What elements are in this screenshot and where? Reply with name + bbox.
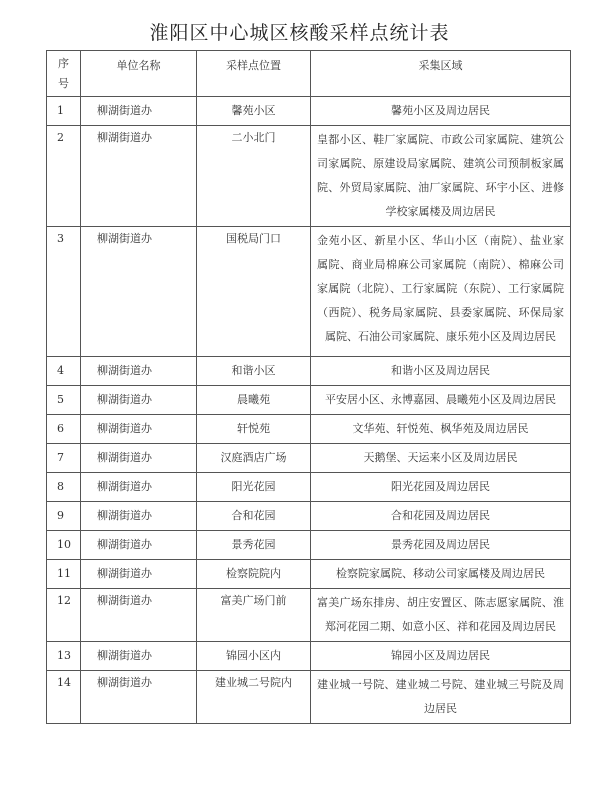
row-unit-name: 柳湖街道办 xyxy=(81,671,197,724)
row-number: 1 xyxy=(47,97,81,126)
row-unit-name: 柳湖街道办 xyxy=(81,126,197,227)
row-collection-area: 文华苑、轩悦苑、枫华苑及周边居民 xyxy=(311,415,571,444)
row-number: 12 xyxy=(47,589,81,642)
row-unit-name: 柳湖街道办 xyxy=(81,415,197,444)
row-collection-area: 合和花园及周边居民 xyxy=(311,502,571,531)
row-sampling-point: 轩悦苑 xyxy=(197,415,311,444)
row-sampling-point: 馨苑小区 xyxy=(197,97,311,126)
row-sampling-point: 景秀花园 xyxy=(197,531,311,560)
row-sampling-point: 富美广场门前 xyxy=(197,589,311,642)
row-unit-name: 柳湖街道办 xyxy=(81,227,197,357)
header-point: 采样点位置 xyxy=(197,51,311,97)
row-unit-name: 柳湖街道办 xyxy=(81,589,197,642)
row-number: 4 xyxy=(47,357,81,386)
row-collection-area: 检察院家属院、移动公司家属楼及周边居民 xyxy=(311,560,571,589)
table-row xyxy=(47,386,571,415)
row-number: 13 xyxy=(47,642,81,671)
table-row xyxy=(47,671,571,724)
row-sampling-point: 国税局门口 xyxy=(197,227,311,357)
table-row xyxy=(47,642,571,671)
row-collection-area: 馨苑小区及周边居民 xyxy=(311,97,571,126)
row-sampling-point: 锦园小区内 xyxy=(197,642,311,671)
row-collection-area: 建业城一号院、建业城二号院、建业城三号院及周边居民 xyxy=(311,671,571,724)
row-collection-area: 天鹅堡、天运来小区及周边居民 xyxy=(311,444,571,473)
row-number: 2 xyxy=(47,126,81,227)
row-unit-name: 柳湖街道办 xyxy=(81,531,197,560)
table-row xyxy=(47,444,571,473)
row-collection-area: 富美广场东排房、胡庄安置区、陈志愿家属院、淮郑河花园二期、如意小区、祥和花园及周边居民 xyxy=(311,589,571,642)
header-unit: 单位名称 xyxy=(81,51,197,97)
table-row xyxy=(47,473,571,502)
row-collection-area: 金苑小区、新星小区、华山小区（南院）、盐业家属院、商业局棉麻公司家属院（南院）、棉麻公司家属院（北院）、工行家属院（东院）、工行家属院（西院）、税务局家属院、县委家属院、环保局家属院、石油公司家属院、康乐苑小区及周边居民 xyxy=(311,227,571,357)
sampling-points-table xyxy=(46,50,571,724)
row-number: 6 xyxy=(47,415,81,444)
table-row xyxy=(47,415,571,444)
row-number: 9 xyxy=(47,502,81,531)
row-sampling-point: 晨曦苑 xyxy=(197,386,311,415)
header-no: 序号 xyxy=(47,51,81,97)
row-sampling-point: 二小北门 xyxy=(197,126,311,227)
row-collection-area: 景秀花园及周边居民 xyxy=(311,531,571,560)
row-number: 7 xyxy=(47,444,81,473)
row-unit-name: 柳湖街道办 xyxy=(81,444,197,473)
row-unit-name: 柳湖街道办 xyxy=(81,642,197,671)
row-unit-name: 柳湖街道办 xyxy=(81,386,197,415)
table-row xyxy=(47,357,571,386)
row-collection-area: 和谐小区及周边居民 xyxy=(311,357,571,386)
row-number: 8 xyxy=(47,473,81,502)
row-unit-name: 柳湖街道办 xyxy=(81,473,197,502)
row-collection-area: 锦园小区及周边居民 xyxy=(311,642,571,671)
row-collection-area: 阳光花园及周边居民 xyxy=(311,473,571,502)
table-header-row xyxy=(47,51,571,97)
row-collection-area: 皇都小区、鞋厂家属院、市政公司家属院、建筑公司家属院、原建设局家属院、建筑公司预制板家属院、外贸局家属院、油厂家属院、环宇小区、进修学校家属楼及周边居民 xyxy=(311,126,571,227)
table-row xyxy=(47,531,571,560)
row-number: 5 xyxy=(47,386,81,415)
row-number: 10 xyxy=(47,531,81,560)
row-sampling-point: 检察院院内 xyxy=(197,560,311,589)
row-sampling-point: 合和花园 xyxy=(197,502,311,531)
row-unit-name: 柳湖街道办 xyxy=(81,97,197,126)
table-row xyxy=(47,227,571,357)
table-row xyxy=(47,502,571,531)
row-sampling-point: 和谐小区 xyxy=(197,357,311,386)
table-row xyxy=(47,126,571,227)
table-row xyxy=(47,589,571,642)
table-row xyxy=(47,560,571,589)
row-unit-name: 柳湖街道办 xyxy=(81,560,197,589)
row-number: 11 xyxy=(47,560,81,589)
row-number: 14 xyxy=(47,671,81,724)
row-sampling-point: 阳光花园 xyxy=(197,473,311,502)
row-collection-area: 平安居小区、永博嘉园、晨曦苑小区及周边居民 xyxy=(311,386,571,415)
row-sampling-point: 建业城二号院内 xyxy=(197,671,311,724)
header-area: 采集区域 xyxy=(311,51,571,97)
row-unit-name: 柳湖街道办 xyxy=(81,357,197,386)
row-sampling-point: 汉庭酒店广场 xyxy=(197,444,311,473)
row-unit-name: 柳湖街道办 xyxy=(81,502,197,531)
row-number: 3 xyxy=(47,227,81,357)
table-row xyxy=(47,97,571,126)
page-title: 淮阳区中心城区核酸采样点统计表 xyxy=(149,22,450,44)
